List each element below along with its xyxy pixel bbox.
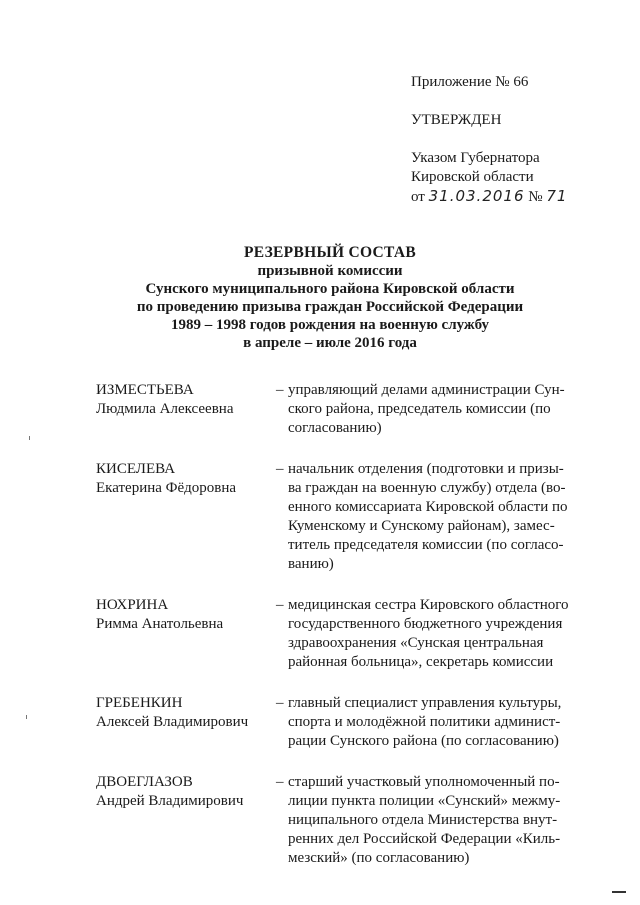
member-entry bbox=[96, 596, 596, 672]
title-line-6: в апреле – июле 2016 года bbox=[243, 335, 417, 351]
title-line-4: по проведению призыва граждан Российской Федерации bbox=[136, 299, 524, 315]
date-prefix: от bbox=[411, 189, 425, 205]
members-list bbox=[96, 381, 596, 890]
role-line: ванию) bbox=[288, 556, 334, 572]
scan-speck bbox=[26, 715, 27, 719]
role-line: начальник отделения (подготовки и призы- bbox=[288, 461, 564, 477]
member-surname: ГРЕБЕНКИН bbox=[96, 695, 183, 711]
role-line: старший участковый уполномоченный по- bbox=[288, 774, 560, 790]
role-line: спорта и молодёжной политики админист- bbox=[288, 714, 561, 730]
member-entry bbox=[96, 460, 596, 574]
role-line: мезский» (по согласованию) bbox=[288, 850, 470, 866]
member-dash: – bbox=[276, 382, 284, 398]
role-line: управляющий делами администрации Сун- bbox=[288, 382, 565, 398]
decree-date-line bbox=[411, 187, 611, 207]
member-role bbox=[288, 596, 583, 672]
member-given-name: Римма Анатольевна bbox=[96, 616, 224, 632]
appendix-number: Приложение № 66 bbox=[411, 74, 529, 90]
title-line-3: Сунского муниципального района Кировской области bbox=[145, 281, 515, 297]
role-line: лиции пункта полиции «Сунский» межму- bbox=[288, 793, 561, 809]
member-role bbox=[288, 381, 583, 438]
member-dash: – bbox=[276, 774, 284, 790]
approval-block bbox=[411, 73, 611, 207]
approved-heading: УТВЕРЖДЕН bbox=[411, 112, 502, 128]
role-line: главный специалист управления культуры, bbox=[288, 695, 562, 711]
decree-line-1: Указом Губернатора bbox=[411, 150, 540, 166]
role-line: здравоохранения «Сунская центральная bbox=[288, 635, 544, 651]
role-line: государственного бюджетного учреждения bbox=[288, 616, 563, 632]
role-line: ниципального отдела Министерства внут- bbox=[288, 812, 558, 828]
role-line: районная больница», секретарь комиссии bbox=[288, 654, 554, 670]
member-name bbox=[96, 773, 274, 868]
scan-speck bbox=[29, 436, 30, 440]
role-line: ва граждан на военную службу) отдела (во- bbox=[288, 480, 566, 496]
member-entry bbox=[96, 381, 596, 438]
number-prefix: № bbox=[528, 189, 543, 205]
member-role bbox=[288, 773, 583, 868]
decree-line-2: Кировской области bbox=[411, 169, 534, 185]
role-line: ренних дел Российской Федерации «Киль- bbox=[288, 831, 561, 847]
document-title bbox=[80, 244, 580, 352]
member-name bbox=[96, 596, 274, 672]
member-surname: ИЗМЕСТЬЕВА bbox=[96, 382, 194, 398]
member-given-name: Екатерина Фёдоровна bbox=[96, 480, 237, 496]
role-line: титель председателя комиссии (по согласо- bbox=[288, 537, 564, 553]
role-line: рации Сунского района (по согласованию) bbox=[288, 733, 559, 749]
handwritten-number: 71 bbox=[546, 187, 568, 205]
member-name bbox=[96, 460, 274, 574]
role-line: енного комиссариата Кировской области по bbox=[288, 499, 568, 515]
title-line-2: призывной комиссии bbox=[257, 263, 403, 279]
role-line: согласованию) bbox=[288, 420, 382, 436]
member-name bbox=[96, 381, 274, 438]
member-given-name: Алексей Владимирович bbox=[96, 714, 249, 730]
member-dash: – bbox=[276, 695, 284, 711]
member-entry bbox=[96, 694, 596, 751]
title-line-5: 1989 – 1998 годов рождения на военную службу bbox=[170, 317, 490, 333]
member-surname: КИСЕЛЕВА bbox=[96, 461, 176, 477]
role-line: Куменскому и Сунскому районам), замес- bbox=[288, 518, 555, 534]
member-surname: НОХРИНА bbox=[96, 597, 169, 613]
title-main: РЕЗЕРВНЫЙ СОСТАВ bbox=[243, 244, 417, 261]
role-line: медицинская сестра Кировского областного bbox=[288, 597, 569, 613]
member-entry bbox=[96, 773, 596, 868]
role-line: ского района, председатель комиссии (по bbox=[288, 401, 551, 417]
member-given-name: Людмила Алексеевна bbox=[96, 401, 234, 417]
member-surname: ДВОЕГЛАЗОВ bbox=[96, 774, 193, 790]
member-dash: – bbox=[276, 597, 284, 613]
member-given-name: Андрей Владимирович bbox=[96, 793, 244, 809]
member-dash: – bbox=[276, 461, 284, 477]
scan-mark bbox=[612, 891, 626, 893]
member-name bbox=[96, 694, 274, 751]
member-role bbox=[288, 460, 583, 574]
handwritten-date: 31.03.2016 bbox=[428, 187, 525, 205]
member-role bbox=[288, 694, 583, 751]
